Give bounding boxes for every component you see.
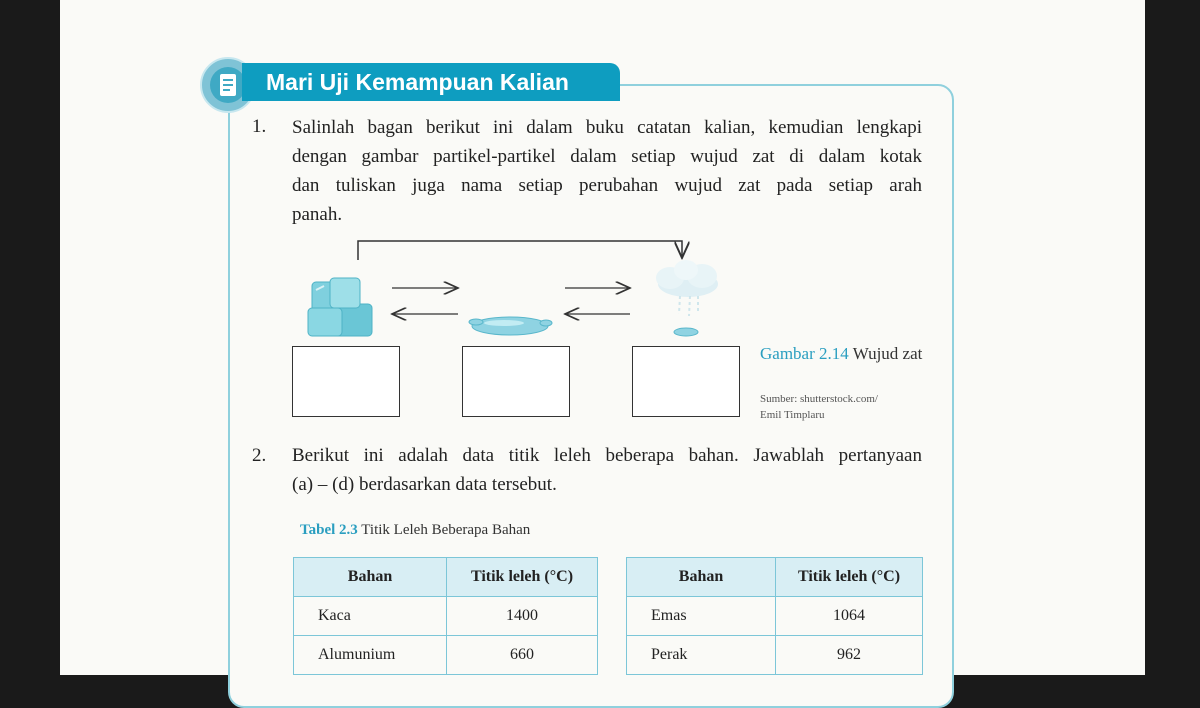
question-1-line: dengan gambar partikel-partikel dalam setiap wujud zat di dalam kotak	[292, 146, 922, 167]
table-cell-bahan: Emas	[627, 597, 776, 636]
water-puddle-icon	[469, 317, 552, 335]
melting-point-table-right	[626, 557, 923, 675]
answer-box-solid	[292, 346, 400, 417]
badge-inner	[210, 67, 246, 103]
question-2-number: 2.	[252, 445, 267, 466]
figure-source-line: Sumber: shutterstock.com/	[760, 393, 878, 405]
figure-source-line: Emil Timplaru	[760, 409, 825, 421]
question-1-line: dan tuliskan juga nama setiap perubahan wujud zat pada setiap arah	[292, 175, 922, 196]
table-caption-text: Titik Leleh Beberapa Bahan	[361, 522, 531, 538]
table-header-bahan: Bahan	[627, 558, 776, 597]
table-cell-titik: 1400	[447, 597, 598, 636]
table-cell-bahan: Alumunium	[294, 636, 447, 675]
table-header-titik: Titik leleh (°C)	[776, 558, 923, 597]
table-row	[627, 597, 923, 636]
question-2-line: Berikut ini adalah data titik leleh beberapa bahan. Jawablah pertanyaan	[292, 445, 922, 466]
question-2-line: (a) – (d) berdasarkan data tersebut.	[292, 474, 557, 495]
table-label: Tabel 2.3	[300, 522, 358, 538]
table-cell-bahan: Perak	[627, 636, 776, 675]
table-header-bahan: Bahan	[294, 558, 447, 597]
table-caption	[300, 522, 530, 539]
document-icon	[219, 73, 237, 97]
table-cell-titik: 660	[447, 636, 598, 675]
question-1-line: Salinlah bagan berikut ini dalam buku catatan kalian, kemudian lengkapi	[292, 117, 922, 138]
figure-source	[760, 391, 935, 423]
cloud-vapor-icon	[656, 260, 718, 336]
question-1-text	[292, 113, 922, 229]
table-row	[627, 636, 923, 675]
table-cell-bahan: Kaca	[294, 597, 447, 636]
figure-caption-text: Wujud zat	[852, 344, 923, 363]
question-1-number: 1.	[252, 116, 267, 137]
state-change-diagram	[290, 232, 750, 344]
table-row	[294, 597, 598, 636]
section-title: Mari Uji Kemampuan Kalian	[242, 63, 620, 101]
table-header-titik: Titik leleh (°C)	[447, 558, 598, 597]
table-cell-titik: 962	[776, 636, 923, 675]
table-header-row	[294, 558, 598, 597]
melting-point-table-left	[293, 557, 598, 675]
table-header-row	[627, 558, 923, 597]
sublimation-arrow	[358, 241, 682, 260]
table-cell-titik: 1064	[776, 597, 923, 636]
figure-caption	[760, 340, 935, 367]
table-row	[294, 636, 598, 675]
question-1-line: panah.	[292, 204, 343, 225]
figure-label: Gambar 2.14	[760, 344, 849, 363]
ice-cubes-icon	[308, 278, 372, 336]
question-2-text	[292, 441, 922, 499]
answer-box-gas	[632, 346, 740, 417]
answer-box-liquid	[462, 346, 570, 417]
